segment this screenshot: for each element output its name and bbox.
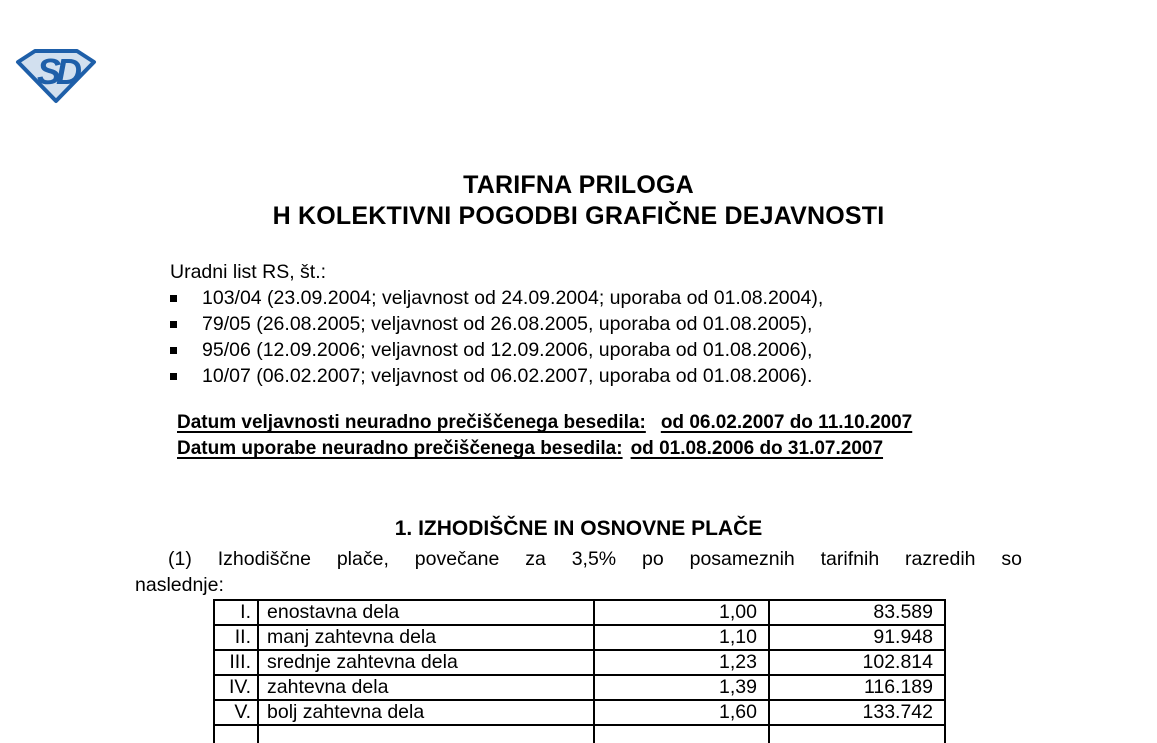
cell-amount: 116.189 [769,675,945,700]
validity-label: Datum veljavnosti neuradno prečiščenega besedila: [177,412,646,433]
table-row [214,700,945,725]
bullet-icon [170,295,177,302]
list-item [170,311,823,337]
validity-value: od 01.08.2006 do 31.07.2007 [630,438,884,459]
list-item-text: 79/05 (26.08.2005; veljavnost od 26.08.2005, uporaba od 01.08.2005), [202,312,813,335]
cell-description: manj zahtevna dela [258,625,594,650]
cell-description: srednje zahtevna dela [258,650,594,675]
cell-description: enostavna dela [258,600,594,625]
table-row [214,650,945,675]
validity-label: Datum uporabe neuradno prečiščenega besedila: [177,438,623,459]
cell-tariff-class: II. [214,625,258,650]
bullet-icon [170,347,177,354]
cell-tariff-class [214,725,258,743]
cell-tariff-class: III. [214,650,258,675]
paragraph-line-1: (1) Izhodiščne plače, povečane za 3,5% po posameznih tarifnih razredih so [168,548,1022,570]
cell-description: zahtevna dela [258,675,594,700]
bullet-icon [170,373,177,380]
list-item [170,363,823,389]
logo-letters: SD [36,51,78,92]
sd-logo [14,48,98,104]
title-line-1: TARIFNA PRILOGA [463,171,694,199]
bullet-icon [170,321,177,328]
section-heading: 1. IZHODIŠČNE IN OSNOVNE PLAČE [394,517,763,540]
list-item-text: 10/07 (06.02.2007; veljavnost od 06.02.2007, uporaba od 01.08.2006). [202,364,813,387]
cell-coefficient: 1,00 [594,600,769,625]
cell-coefficient: 1,23 [594,650,769,675]
cell-tariff-class: IV. [214,675,258,700]
tariff-table [213,599,946,743]
table-row-partial [214,725,945,743]
cell-description: bolj zahtevna dela [258,700,594,725]
document-title [0,170,1157,232]
cell-amount: 83.589 [769,600,945,625]
cell-description [258,725,594,743]
cell-coefficient [594,725,769,743]
table-row [214,625,945,650]
list-item [170,285,823,311]
list-item-text: 103/04 (23.09.2004; veljavnost od 24.09.2004; uporaba od 01.08.2004), [202,286,824,309]
paragraph-line-2: naslednje: [135,574,224,596]
cell-coefficient: 1,60 [594,700,769,725]
cell-coefficient: 1,39 [594,675,769,700]
title-line-2: H KOLEKTIVNI POGODBI GRAFIČNE DEJAVNOSTI [272,202,885,230]
list-item [170,337,823,363]
cell-tariff-class: V. [214,700,258,725]
list-item-text: 95/06 (12.09.2006; veljavnost od 12.09.2006, uporaba od 01.08.2006), [202,338,813,361]
official-gazette-heading: Uradni list RS, št.: [170,261,327,283]
cell-amount [769,725,945,743]
sd-logo-icon [14,48,98,104]
official-gazette-list [170,285,823,389]
cell-amount: 102.814 [769,650,945,675]
cell-tariff-class: I. [214,600,258,625]
paragraph [135,546,1022,598]
cell-coefficient: 1,10 [594,625,769,650]
cell-amount: 133.742 [769,700,945,725]
validity-value: od 06.02.2007 do 11.10.2007 [660,412,913,433]
validity-block [177,412,912,464]
table-row [214,600,945,625]
validity-line [177,438,912,464]
table-row [214,675,945,700]
validity-line [177,412,912,438]
cell-amount: 91.948 [769,625,945,650]
